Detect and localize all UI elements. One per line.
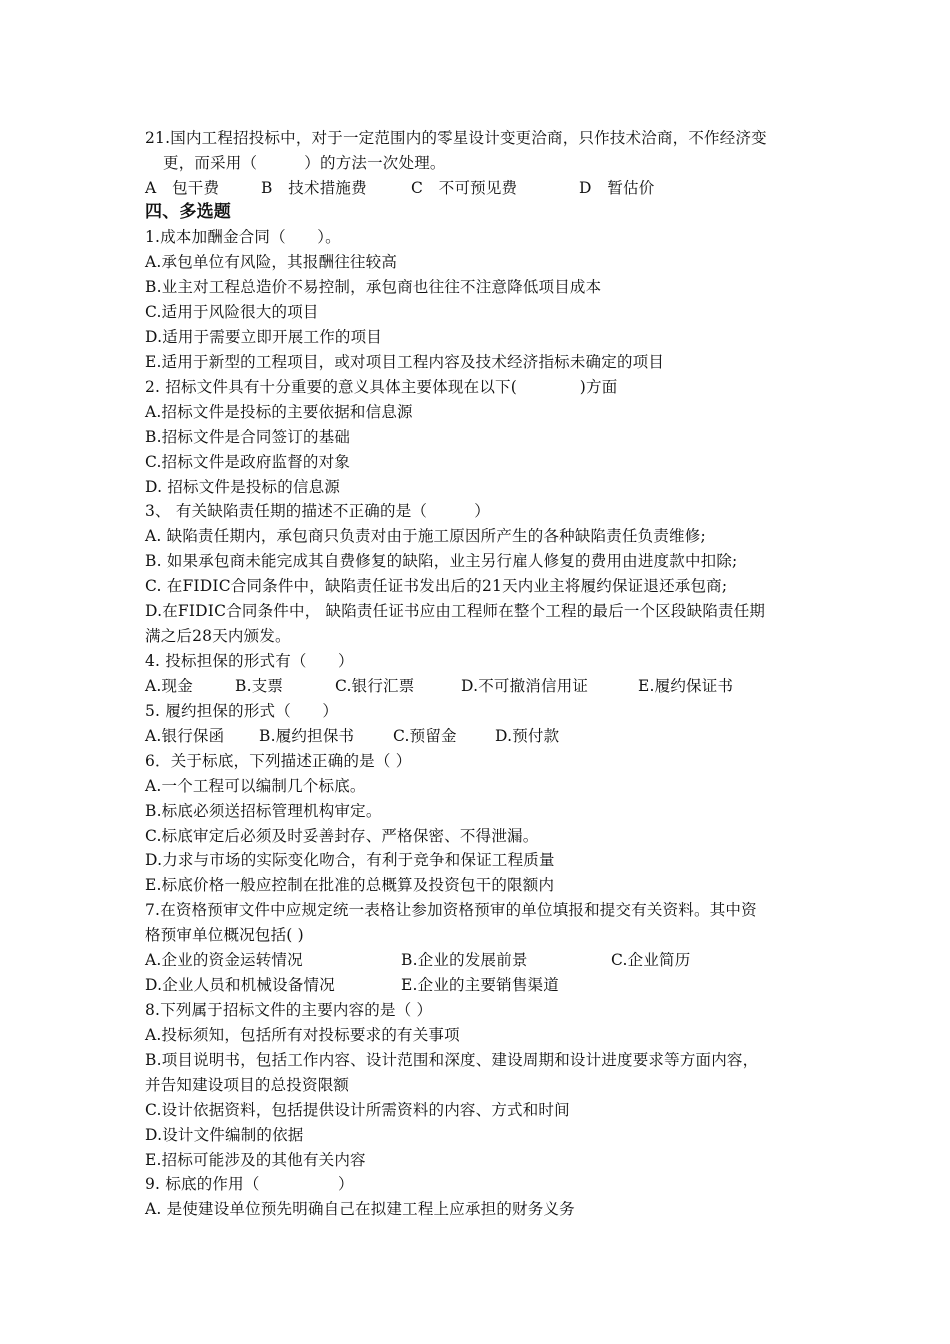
mq8-option-c: C.设计依据资料，包括提供设计所需资料的内容、方式和时间 [145,1101,570,1119]
mq5-stem: 5. 履约担保的形式（ ） [145,702,339,720]
q21-option-b: B 技术措施费 [261,179,367,197]
mq7-option-a: A.企业的资金运转情况 [145,951,303,969]
mq3-option-d-line1: D.在FIDIC合同条件中， 缺陷责任证书应由工程师在整个工程的最后一个区段缺陷责任期 [145,602,766,620]
mq8-option-a: A.投标须知，包括所有对投标要求的有关事项 [145,1026,460,1044]
mq8-option-b-line2: 并告知建设项目的总投资限额 [145,1076,350,1094]
mq1-option-a: A.承包单位有风险，其报酬往往较高 [145,253,398,271]
mq9-stem: 9. 标底的作用（ ） [145,1175,354,1193]
mq7-option-b: B.企业的发展前景 [401,951,528,969]
mq4-option-c: C.银行汇票 [335,677,415,695]
mq3-option-c: C. 在FIDIC合同条件中，缺陷责任证书发出后的21天内业主将履约保证退还承包商; [145,577,728,595]
mq4-option-a: A.现金 [145,677,193,695]
mq8-option-b-line1: B.项目说明书，包括工作内容、设计范围和深度、建设周期和设计进度要求等方面内容， [145,1051,759,1069]
mq8-option-e: E.招标可能涉及的其他有关内容 [145,1151,366,1169]
mq4-stem: 4. 投标担保的形式有（ ） [145,652,354,670]
q21-option-a: A 包干费 [145,179,220,197]
mq5-option-c: C.预留金 [393,727,457,745]
mq2-option-b: B.招标文件是合同签订的基础 [145,428,351,446]
mq1-option-c: C.适用于风险很大的项目 [145,303,319,321]
mq1-option-b: B.业主对工程总造价不易控制，承包商也往往不注意降低项目成本 [145,278,602,296]
section-title: 四、多选题 [145,202,231,222]
mq3-option-a: A. 缺陷责任期内，承包商只负责对由于施工原因所产生的各种缺陷责任负责维修; [145,527,706,545]
mq8-option-d: D.设计文件编制的依据 [145,1126,304,1144]
mq2-option-c: C.招标文件是政府监督的对象 [145,453,351,471]
mq1-stem: 1.成本加酬金合同（ ）。 [145,228,341,246]
mq2-option-d: D. 招标文件是投标的信息源 [145,478,341,496]
mq5-option-a: A.银行保函 [145,727,225,745]
mq6-option-d: D.力求与市场的实际变化吻合，有利于竞争和保证工程质量 [145,851,555,869]
mq6-option-e: E.标底价格一般应控制在批准的总概算及投资包干的限额内 [145,876,555,894]
mq1-option-d: D.适用于需要立即开展工作的项目 [145,328,383,346]
mq7-option-c: C.企业简历 [611,951,691,969]
mq6-option-c: C.标底审定后必须及时妥善封存、严格保密、不得泄漏。 [145,827,539,845]
mq9-option-a: A. 是使建设单位预先明确自己在拟建工程上应承担的财务义务 [145,1200,575,1218]
mq7-stem-line1: 7.在资格预审文件中应规定统一表格让参加资格预审的单位填报和提交有关资料。其中资 [145,901,757,919]
mq5-option-d: D.预付款 [495,727,560,745]
q21-option-c: C 不可预见费 [411,179,518,197]
mq7-option-d: D.企业人员和机械设备情况 [145,976,335,994]
mq3-option-b: B. 如果承包商未能完成其自费修复的缺陷，业主另行雇人修复的费用由进度款中扣除; [145,552,738,570]
mq6-stem: 6．关于标底，下列描述正确的是（ ） [145,752,412,770]
mq4-option-e: E.履约保证书 [638,677,734,695]
mq8-stem: 8.下列属于招标文件的主要内容的是（ ） [145,1001,433,1019]
q21-stem-line1: 21.国内工程招投标中，对于一定范围内的零星设计变更洽商，只作技术洽商，不作经济变 [145,129,767,147]
mq7-option-e: E.企业的主要销售渠道 [401,976,559,994]
mq6-option-a: A.一个工程可以编制几个标底。 [145,777,366,795]
mq6-option-b: B.标底必须送招标管理机构审定。 [145,802,382,820]
q21-option-d: D 暂估价 [579,179,655,197]
mq1-option-e: E.适用于新型的工程项目，或对项目工程内容及技术经济指标未确定的项目 [145,353,665,371]
mq4-option-d: D.不可撤消信用证 [461,677,589,695]
mq3-option-d-line2: 满之后28天内颁发。 [145,627,291,645]
mq4-option-b: B.支票 [235,677,284,695]
mq2-stem: 2. 招标文件具有十分重要的意义具体主要体现在以下( )方面 [145,378,618,396]
mq7-stem-line2: 格预审单位概况包括( ) [145,926,304,944]
mq3-stem: 3、 有关缺陷责任期的描述不正确的是（ ） [145,502,490,520]
q21-stem-line2: 更，而采用（ ）的方法一次处理。 [163,154,446,172]
mq5-option-b: B.履约担保书 [259,727,355,745]
mq2-option-a: A.招标文件是投标的主要依据和信息源 [145,403,413,421]
